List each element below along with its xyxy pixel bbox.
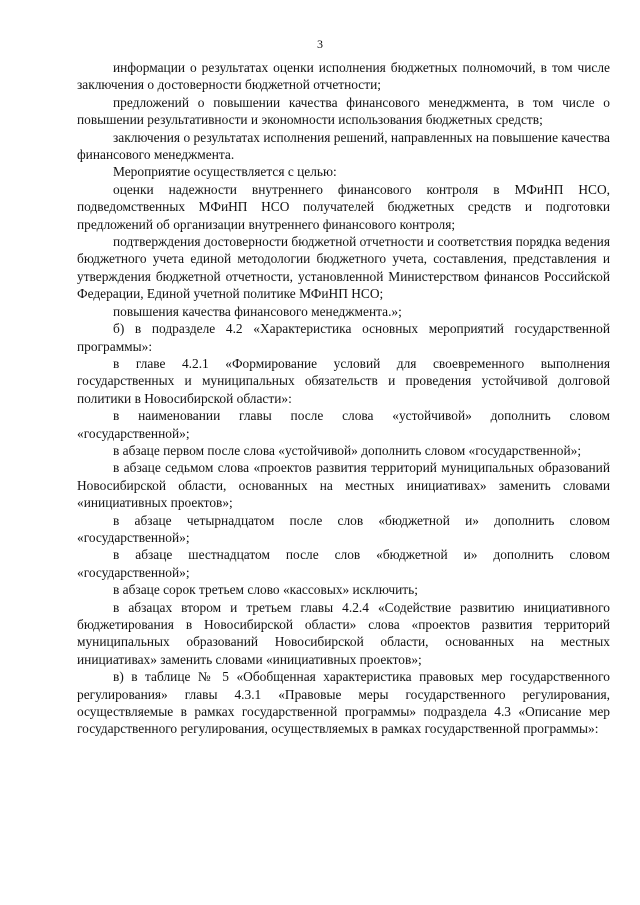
paragraph: в главе 4.2.1 «Формирование условий для своевременного выполнения государственных и муниципальных обязательств и проведения устойчивой долговой политики в Новосибирской области»: bbox=[77, 355, 610, 406]
paragraph: в абзаце седьмом слова «проектов развития территорий муниципальных образований Новосибирской области, основанных на местных инициативах» заменить словами «инициативных проектов»; bbox=[77, 460, 610, 511]
paragraph: заключения о результатах исполнения решений, направленных на повышение качества финансового менеджмента. bbox=[77, 129, 610, 163]
paragraph: в абзаце сорок третьем слово «кассовых» исключить; bbox=[113, 582, 418, 598]
paragraph: повышения качества финансового менеджмента.»; bbox=[113, 303, 402, 319]
page-number: 3 bbox=[317, 37, 323, 51]
paragraph: подтверждения достоверности бюджетной отчетности и соответствия порядка ведения бюджетного учета единой методологии бюджетного учета, составления, представления и утверждения бюджетной отчетности, установленной Министерством финансов Российской Федерации, Единой учетной политике МФиНП НСО; bbox=[77, 234, 610, 302]
paragraph: оценки надежности внутреннего финансового контроля в МФиНП НСО, подведомственных МФиНП НСО получателей бюджетных средств и подготовки предложений об организации внутреннего финансового контроля; bbox=[77, 181, 610, 232]
paragraph: в) в таблице № 5 «Обобщенная характеристика правовых мер государственного регулирования» главы 4.3.1 «Правовые меры государственного регулирования, осуществляемые в рамках государственной программы» подраздела 4.3 «Описание мер государственного регулирования, осуществляемых в рамках государственной программы»: bbox=[77, 669, 610, 737]
paragraph: информации о результатах оценки исполнения бюджетных полномочий, в том числе заключения о достоверности бюджетной отчетности; bbox=[77, 60, 610, 93]
paragraph: в абзаце первом после слова «устойчивой» дополнить словом «государственной»; bbox=[113, 442, 582, 458]
paragraph: Мероприятие осуществляется с целью: bbox=[113, 164, 337, 180]
document-body bbox=[77, 59, 610, 738]
paragraph: в абзаце шестнадцатом после слов «бюджетной и» дополнить словом «государственной»; bbox=[77, 547, 610, 580]
paragraph: в наименовании главы после слова «устойчивой» дополнить словом «государственной»; bbox=[77, 408, 610, 441]
paragraph: предложений о повышении качества финансового менеджмента, в том числе о повышении результативности и экономности использования бюджетных средств; bbox=[77, 94, 610, 128]
paragraph: б) в подразделе 4.2 «Характеристика основных мероприятий государственной программы»: bbox=[77, 321, 610, 354]
paragraph: в абзацах втором и третьем главы 4.2.4 «Содействие развитию инициативного бюджетирования в Новосибирской области» слова «проектов развития территорий муниципальных образований Новосибирской области, основанных на местных инициативах» заменить словами «инициативных проектов»; bbox=[77, 599, 610, 667]
paragraph: в абзаце четырнадцатом после слов «бюджетной и» дополнить словом «государственной»; bbox=[77, 512, 610, 545]
